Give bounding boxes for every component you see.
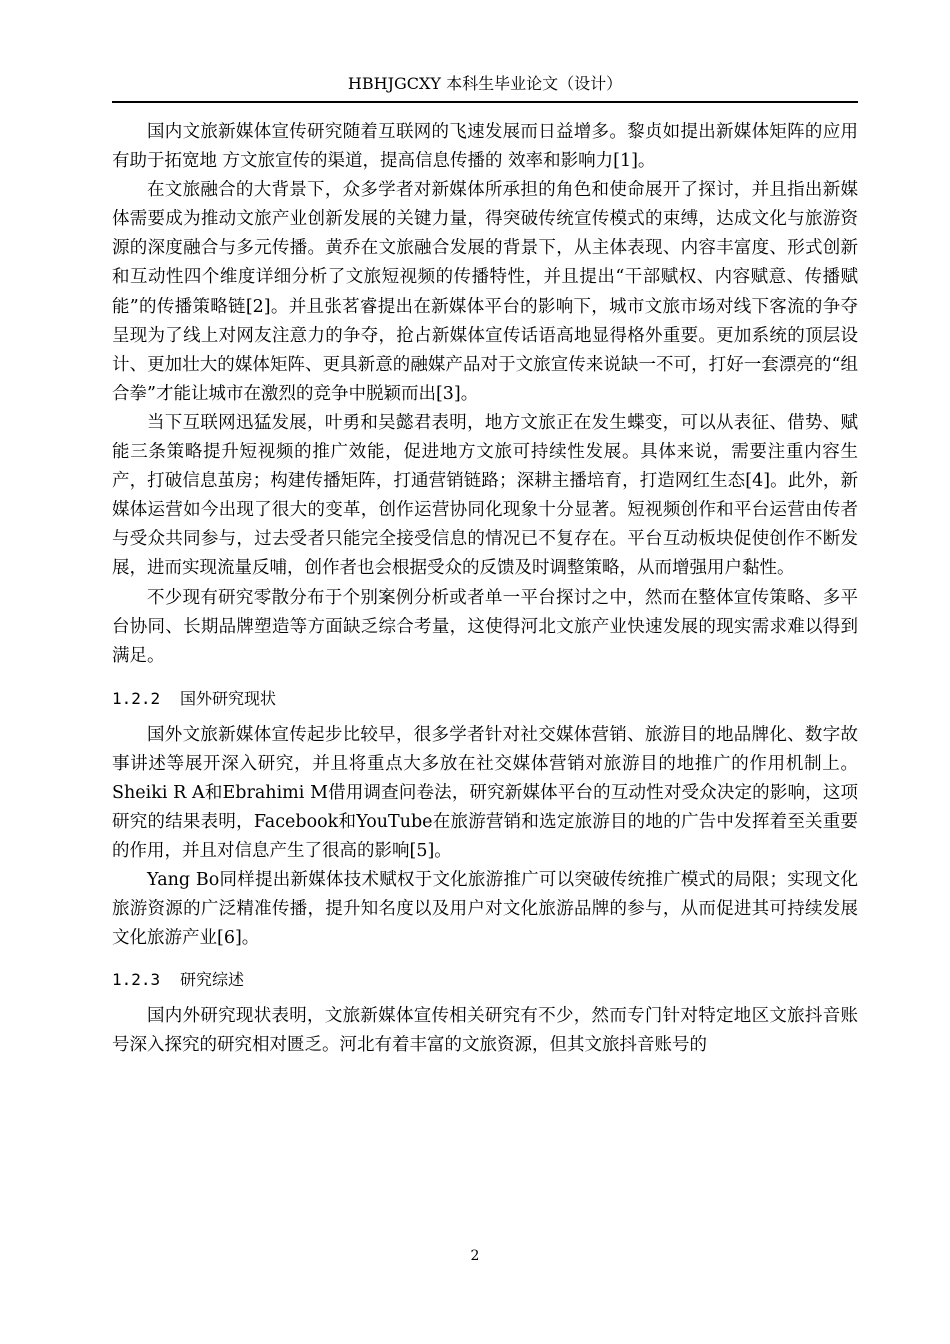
header-divider [112,101,858,103]
paragraph: 不少现有研究零散分布于个别案例分析或者单一平台探讨之中，然而在整体宣传策略、多平台协同、长期品牌塑造等方面缺乏综合考量，这使得河北文旅产业快速发展的现实需求难以得到满足。 [112,587,858,666]
paragraph: 当下互联网迅猛发展，叶勇和吴懿君表明，地方文旅正在发生蝶变，可以从表征、借势、赋能三条策略提升短视频的推广效能，促进地方文旅可持续性发展。具体来说，需要注重内容生产，打破信息茧房；构建传播矩阵，打通营销链路；深耕主播培育，打造网红生态[4]。此外，新媒体运营如今出现了很大的变革，创作运营协同化现象十分显著。短视频创作和平台运营由传者与受众共同参与，过去受者只能完全接受信息的情况已不复存在。平台互动板块促使创作不断发展，进而实现流量反哺，创作者也会根据受众的反馈及时调整策略，从而增强用户黏性。 [112,412,858,579]
section-title: 国外研究现状 [180,688,277,708]
section-title: 研究综述 [180,969,245,989]
section-heading-research-summary [112,968,858,992]
paragraph: 国内外研究现状表明，文旅新媒体宣传相关研究有不少，然而专门针对特定地区文旅抖音账号深入探究的研究相对匮乏。河北有着丰富的文旅资源，但其文旅抖音账号的 [112,1005,858,1055]
paragraph: 国内文旅新媒体宣传研究随着互联网的飞速发展而日益增多。黎贞如提出新媒体矩阵的应用有助于拓宽地 方文旅宣传的渠道，提高信息传播的 效率和影响力[1]。 [112,122,858,172]
page-body [112,118,858,1060]
page-number: 2 [470,1248,480,1264]
paragraph: Yang Bo同样提出新媒体技术赋权于文化旅游推广可以突破传统推广模式的局限；实现文化旅游资源的广泛精准传播，提升知名度以及用户对文化旅游品牌的参与，从而促进其可持续发展文化旅游产业[6]。 [112,870,858,949]
paragraph: 在文旅融合的大背景下，众多学者对新媒体所承担的角色和使命展开了探讨，并且指出新媒体需要成为推动文旅产业创新发展的关键力量，得突破传统宣传模式的束缚，达成文化与旅游资源的深度融合与多元传播。黄乔在文旅融合发展的背景下，从主体表现、内容丰富度、形式创新和互动性四个维度详细分析了文旅短视频的传播特性，并且提出“干部赋权、内容赋意、传播赋能”的传播策略链[2]。并且张茗睿提出在新媒体平台的影响下，城市文旅市场对线下客流的争夺呈现为了线上对网友注意力的争夺，抢占新媒体宣传话语高地显得格外重要。更加系统的顶层设计、更加壮大的媒体矩阵、更具新意的融媒产品对于文旅宣传来说缺一不可，打好一套漂亮的“组合拳”才能让城市在激烈的竞争中脱颖而出[3]。 [112,180,858,404]
section-number: 1.2.2 [112,688,161,708]
paragraph: 国外文旅新媒体宣传起步比较早，很多学者针对社交媒体营销、旅游目的地品牌化、数字故事讲述等展开深入研究，并且将重点大多放在社交媒体营销对旅游目的地推广的作用机制上。Sheiki R A和Ebrahimi M借用调查问卷法，研究新媒体平台的互动性对受众决定的影响，这项研究的结果表明，Facebook和YouTube在旅游营销和选定旅游目的地的广告中发挥着至关重要的作用，并且对信息产生了很高的影响[5]。 [112,724,858,862]
page-header: HBHJGCXY 本科生毕业论文（设计） [347,74,623,93]
section-number: 1.2.3 [112,969,161,989]
section-heading-foreign-research [112,687,858,711]
